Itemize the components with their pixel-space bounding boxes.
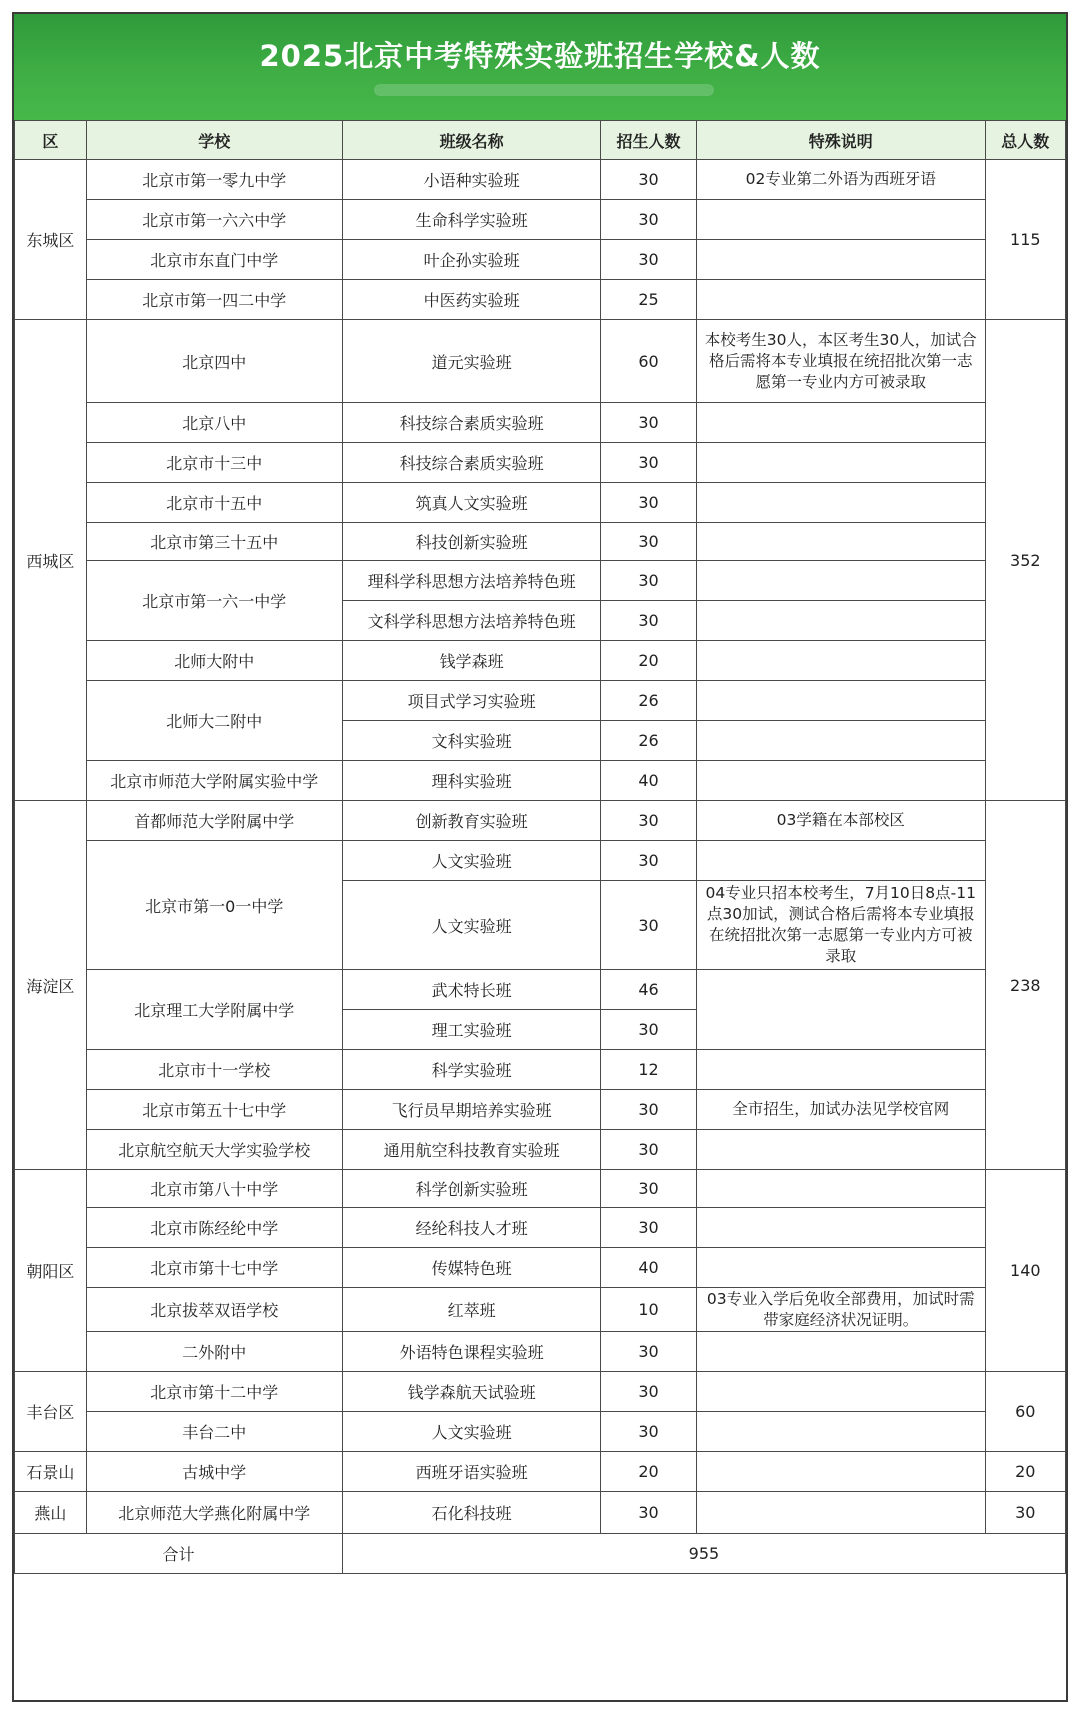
district-cell: 丰台区	[15, 1372, 87, 1452]
class-cell: 生命科学实验班	[342, 200, 600, 240]
school-cell: 北京市十五中	[86, 483, 342, 523]
count-cell: 30	[601, 1010, 697, 1050]
table-row	[15, 443, 1066, 483]
table-row	[15, 970, 1066, 1010]
enrollment-table	[14, 120, 1066, 1574]
count-cell: 30	[601, 403, 697, 443]
count-cell: 30	[601, 483, 697, 523]
class-cell: 人文实验班	[342, 881, 600, 970]
note-cell	[696, 523, 985, 561]
class-cell: 外语特色课程实验班	[342, 1332, 600, 1372]
district-total-cell: 30	[985, 1492, 1065, 1534]
district-total-cell: 140	[985, 1170, 1065, 1372]
school-cell: 古城中学	[86, 1452, 342, 1492]
note-cell	[696, 1492, 985, 1534]
table-row	[15, 320, 1066, 403]
note-cell	[696, 1170, 985, 1208]
count-cell: 30	[601, 1090, 697, 1130]
table-row	[15, 681, 1066, 721]
school-cell: 北京市第五十七中学	[86, 1090, 342, 1130]
class-cell: 飞行员早期培养实验班	[342, 1090, 600, 1130]
class-cell: 创新教育实验班	[342, 801, 600, 841]
school-cell: 北京市第十七中学	[86, 1248, 342, 1288]
class-cell: 人文实验班	[342, 841, 600, 881]
note-cell	[696, 841, 985, 881]
table-row	[15, 801, 1066, 841]
count-cell: 30	[601, 561, 697, 601]
count-cell: 30	[601, 1170, 697, 1208]
count-cell: 30	[601, 160, 697, 200]
note-cell	[696, 280, 985, 320]
table-row	[15, 1412, 1066, 1452]
school-cell: 北京市第八十中学	[86, 1170, 342, 1208]
header-note: 特殊说明	[696, 121, 985, 160]
sum-label: 合计	[15, 1534, 343, 1574]
note-cell	[696, 561, 985, 601]
class-cell: 项目式学习实验班	[342, 681, 600, 721]
note-cell	[696, 1332, 985, 1372]
count-cell: 60	[601, 320, 697, 403]
header-class-name: 班级名称	[342, 121, 600, 160]
class-cell: 科技综合素质实验班	[342, 403, 600, 443]
school-cell: 北京市东直门中学	[86, 240, 342, 280]
header-district: 区	[15, 121, 87, 160]
class-cell: 理工实验班	[342, 1010, 600, 1050]
count-cell: 30	[601, 240, 697, 280]
table-row	[15, 1332, 1066, 1372]
district-cell: 石景山	[15, 1452, 87, 1492]
count-cell: 46	[601, 970, 697, 1010]
faded-subtitle	[374, 84, 714, 96]
class-cell: 理科学科思想方法培养特色班	[342, 561, 600, 601]
class-cell: 武术特长班	[342, 970, 600, 1010]
school-cell: 北师大二附中	[86, 681, 342, 761]
count-cell: 30	[601, 841, 697, 881]
note-cell	[696, 403, 985, 443]
school-cell: 北京市第一六六中学	[86, 200, 342, 240]
table-row	[15, 523, 1066, 561]
note-cell	[696, 970, 985, 1050]
class-cell: 小语种实验班	[342, 160, 600, 200]
sum-row	[15, 1534, 1066, 1574]
school-cell: 北京市十三中	[86, 443, 342, 483]
class-cell: 红萃班	[342, 1288, 600, 1332]
class-cell: 传媒特色班	[342, 1248, 600, 1288]
header-total: 总人数	[985, 121, 1065, 160]
class-cell: 科技综合素质实验班	[342, 443, 600, 483]
count-cell: 40	[601, 761, 697, 801]
class-cell: 钱学森班	[342, 641, 600, 681]
count-cell: 10	[601, 1288, 697, 1332]
school-cell: 北京市第一六一中学	[86, 561, 342, 641]
header-school: 学校	[86, 121, 342, 160]
table-row	[15, 1208, 1066, 1248]
school-cell: 北京市第一四二中学	[86, 280, 342, 320]
school-cell: 北京市第一零九中学	[86, 160, 342, 200]
class-cell: 文科实验班	[342, 721, 600, 761]
school-cell: 北师大附中	[86, 641, 342, 681]
table-row	[15, 280, 1066, 320]
note-cell	[696, 1248, 985, 1288]
class-cell: 科学创新实验班	[342, 1170, 600, 1208]
school-cell: 丰台二中	[86, 1412, 342, 1452]
note-cell: 04专业只招本校考生，7月10日8点-11点30加试，测试合格后需将本专业填报在统招批次第一志愿第一专业内方可被录取	[696, 881, 985, 970]
note-cell	[696, 443, 985, 483]
district-cell: 西城区	[15, 320, 87, 801]
note-cell	[696, 200, 985, 240]
count-cell: 30	[601, 523, 697, 561]
table-row	[15, 1090, 1066, 1130]
count-cell: 30	[601, 1492, 697, 1534]
class-cell: 文科学科思想方法培养特色班	[342, 601, 600, 641]
table-row	[15, 1452, 1066, 1492]
table-row	[15, 200, 1066, 240]
district-cell: 东城区	[15, 160, 87, 320]
school-cell: 北京市师范大学附属实验中学	[86, 761, 342, 801]
count-cell: 30	[601, 1412, 697, 1452]
school-cell: 北京理工大学附属中学	[86, 970, 342, 1050]
class-cell: 科学实验班	[342, 1050, 600, 1090]
school-cell: 北京师范大学燕化附属中学	[86, 1492, 342, 1534]
count-cell: 12	[601, 1050, 697, 1090]
district-total-cell: 60	[985, 1372, 1065, 1452]
note-cell: 02专业第二外语为西班牙语	[696, 160, 985, 200]
title-banner	[14, 14, 1066, 120]
school-cell: 北京四中	[86, 320, 342, 403]
note-cell: 03专业入学后免收全部费用，加试时需带家庭经济状况证明。	[696, 1288, 985, 1332]
district-cell: 海淀区	[15, 801, 87, 1170]
table-row	[15, 561, 1066, 601]
table-row	[15, 841, 1066, 881]
school-cell: 北京市第一0一中学	[86, 841, 342, 970]
count-cell: 30	[601, 601, 697, 641]
school-cell: 北京航空航天大学实验学校	[86, 1130, 342, 1170]
count-cell: 30	[601, 1372, 697, 1412]
note-cell	[696, 681, 985, 721]
class-cell: 道元实验班	[342, 320, 600, 403]
table-row	[15, 1492, 1066, 1534]
note-cell	[696, 1130, 985, 1170]
note-cell	[696, 1050, 985, 1090]
note-cell	[696, 1208, 985, 1248]
count-cell: 30	[601, 1130, 697, 1170]
table-row	[15, 641, 1066, 681]
note-cell	[696, 641, 985, 681]
district-total-cell: 115	[985, 160, 1065, 320]
class-cell: 科技创新实验班	[342, 523, 600, 561]
school-cell: 北京拔萃双语学校	[86, 1288, 342, 1332]
count-cell: 26	[601, 721, 697, 761]
table-row	[15, 1248, 1066, 1288]
count-cell: 40	[601, 1248, 697, 1288]
note-cell	[696, 1372, 985, 1412]
table-row	[15, 240, 1066, 280]
note-cell	[696, 721, 985, 761]
school-cell: 首都师范大学附属中学	[86, 801, 342, 841]
count-cell: 26	[601, 681, 697, 721]
note-cell: 全市招生，加试办法见学校官网	[696, 1090, 985, 1130]
table-row	[15, 1050, 1066, 1090]
count-cell: 30	[601, 1332, 697, 1372]
class-cell: 通用航空科技教育实验班	[342, 1130, 600, 1170]
table-row	[15, 403, 1066, 443]
district-total-cell: 352	[985, 320, 1065, 801]
class-cell: 理科实验班	[342, 761, 600, 801]
district-total-cell: 20	[985, 1452, 1065, 1492]
count-cell: 20	[601, 1452, 697, 1492]
note-cell	[696, 761, 985, 801]
school-cell: 北京市十一学校	[86, 1050, 342, 1090]
school-cell: 北京市陈经纶中学	[86, 1208, 342, 1248]
class-cell: 筑真人文实验班	[342, 483, 600, 523]
count-cell: 30	[601, 801, 697, 841]
enrollment-sheet	[12, 12, 1068, 1702]
note-cell	[696, 483, 985, 523]
count-cell: 30	[601, 1208, 697, 1248]
table-row	[15, 1130, 1066, 1170]
class-cell: 中医药实验班	[342, 280, 600, 320]
table-row	[15, 160, 1066, 200]
page-title: 2025北京中考特殊实验班招生学校&人数	[259, 39, 821, 73]
school-cell: 北京市第十二中学	[86, 1372, 342, 1412]
table-row	[15, 1288, 1066, 1332]
school-cell: 北京市第三十五中	[86, 523, 342, 561]
note-cell	[696, 1452, 985, 1492]
school-cell: 北京八中	[86, 403, 342, 443]
class-cell: 经纶科技人才班	[342, 1208, 600, 1248]
note-cell	[696, 240, 985, 280]
class-cell: 叶企孙实验班	[342, 240, 600, 280]
class-cell: 钱学森航天试验班	[342, 1372, 600, 1412]
district-total-cell: 238	[985, 801, 1065, 1170]
count-cell: 30	[601, 200, 697, 240]
class-cell: 石化科技班	[342, 1492, 600, 1534]
class-cell: 西班牙语实验班	[342, 1452, 600, 1492]
count-cell: 30	[601, 881, 697, 970]
note-cell: 03学籍在本部校区	[696, 801, 985, 841]
district-cell: 朝阳区	[15, 1170, 87, 1372]
count-cell: 25	[601, 280, 697, 320]
note-cell	[696, 1412, 985, 1452]
sum-value: 955	[342, 1534, 1065, 1574]
school-cell: 二外附中	[86, 1332, 342, 1372]
table-row	[15, 1170, 1066, 1208]
note-cell	[696, 601, 985, 641]
class-cell: 人文实验班	[342, 1412, 600, 1452]
table-row	[15, 1372, 1066, 1412]
table-row	[15, 761, 1066, 801]
header-enroll-count: 招生人数	[601, 121, 697, 160]
count-cell: 20	[601, 641, 697, 681]
note-cell: 本校考生30人，本区考生30人，加试合格后需将本专业填报在统招批次第一志愿第一专业内方可被录取	[696, 320, 985, 403]
district-cell: 燕山	[15, 1492, 87, 1534]
count-cell: 30	[601, 443, 697, 483]
header-row	[15, 121, 1066, 160]
table-row	[15, 483, 1066, 523]
